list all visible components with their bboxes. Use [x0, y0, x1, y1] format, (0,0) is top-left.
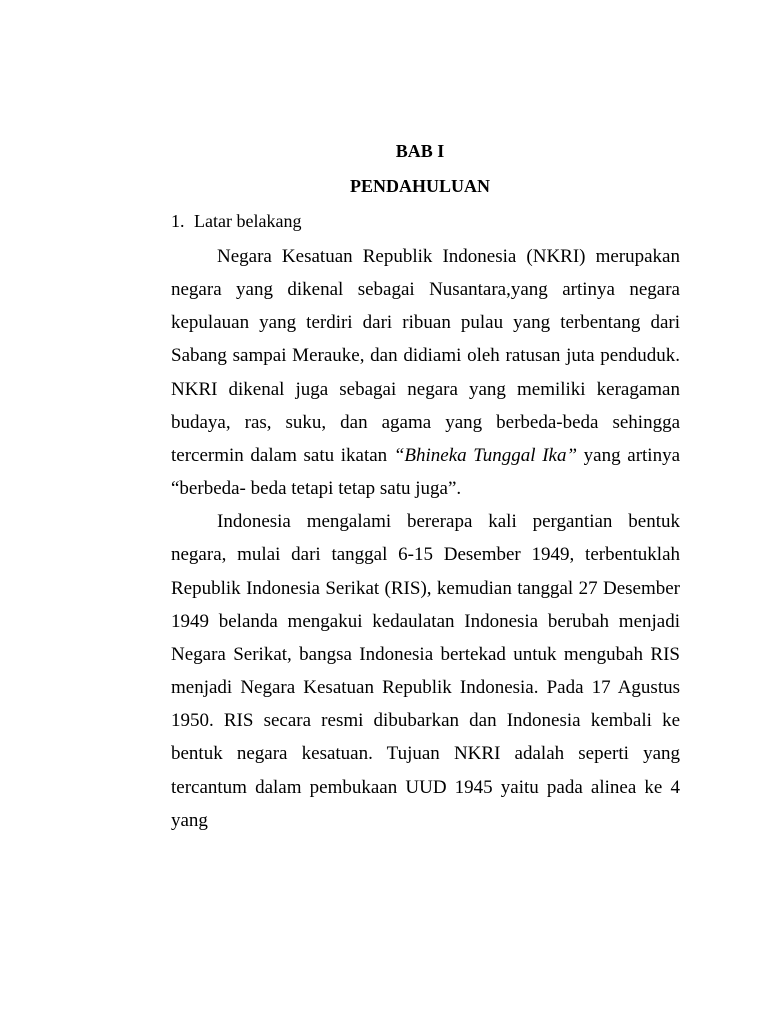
section-heading — [171, 208, 301, 234]
paragraph-1-text: Negara Kesatuan Republik Indonesia (NKRI) merupakan negara yang dikenal sebagai Nusantara,yang artinya negara kepulauan yang terdiri dari ribuan pulau yang terbentang dari Sabang sampai Merauke, dan didiami oleh ratusan juta penduduk. NKRI dikenal juga sebagai negara yang memiliki keragaman budaya, ras, suku, dan agama yang berbeda-beda sehingga tercermin dalam satu ikatan — [171, 246, 680, 466]
chapter-number: BAB I — [395, 141, 445, 161]
chapter-title: PENDAHULUAN — [349, 176, 490, 196]
section-number: 1. — [171, 211, 185, 231]
paragraph-2: Indonesia mengalami bererapa kali pergantian bentuk negara, mulai dari tanggal 6-15 Desember 1949, terbentuklah Republik Indonesia Serikat (RIS), kemudian tanggal 27 Desember 1949 belanda mengakui kedaulatan Indonesia berubah menjadi Negara Serikat, bangsa Indonesia bertekad untuk mengubah RIS menjadi Negara Kesatuan Republik Indonesia. Pada 17 Agustus 1950. RIS secara resmi dibubarkan dan Indonesia kembali ke bentuk negara kesatuan. Tujuan NKRI adalah seperti yang tercantum dalam pembukaan UUD 1945 yaitu pada alinea ke 4 yang — [171, 511, 680, 831]
motto-bhineka-tunggal-ika: “Bhineka Tunggal Ika” — [393, 444, 578, 466]
section-title: Latar belakang — [194, 211, 302, 231]
paragraph-1 — [171, 240, 680, 505]
body-text — [171, 240, 680, 837]
paragraph-1-text-end: yang artinya “berbeda- beda tetapi tetap satu juga”. — [171, 444, 681, 500]
